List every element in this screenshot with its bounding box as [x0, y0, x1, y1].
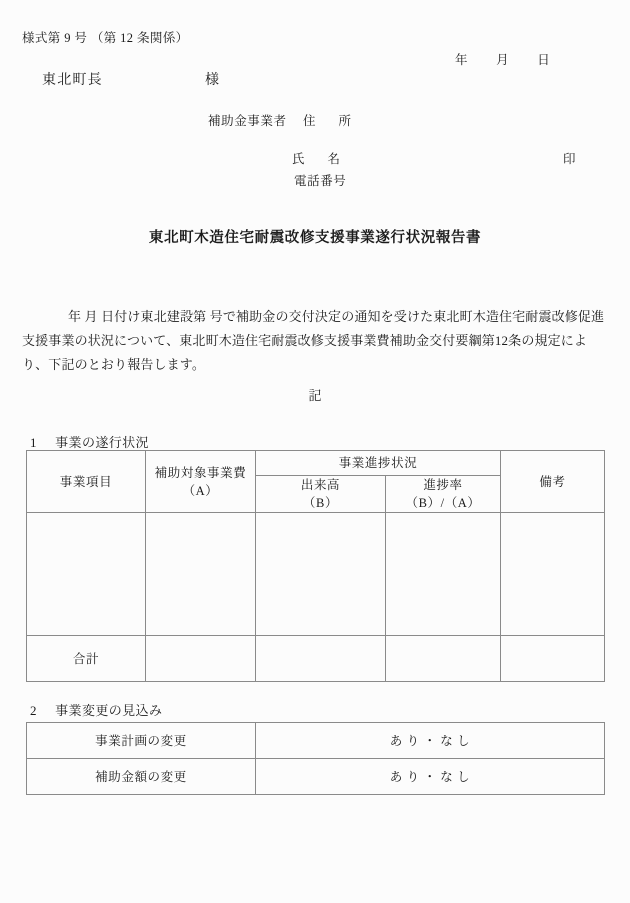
table-header-row-top: [27, 451, 605, 476]
seal-mark: 印: [563, 152, 576, 166]
applicant-block-label: 補助金事業者: [208, 114, 287, 128]
header-rate-line2: （B）/（A）: [405, 496, 481, 510]
header-progress-status: [256, 451, 501, 476]
section-1-label: 1 事業の遂行状況: [30, 435, 149, 450]
cell-subsidy-cost[interactable]: [146, 513, 256, 636]
change-plan-label: 事業計画の変更: [27, 723, 256, 759]
header-remarks: [501, 451, 605, 513]
date-line: 年 月 日: [455, 53, 551, 67]
header-subsidy-cost-line1: 補助対象事業費: [154, 465, 247, 480]
form-number: 様式第 9 号 （第 12 条関係）: [22, 31, 189, 45]
header-rate: [386, 476, 501, 513]
table-row: [27, 723, 605, 759]
header-completed: [256, 476, 386, 513]
header-progress-status-label: 事業進捗状況: [338, 456, 418, 470]
cell-rate[interactable]: [386, 513, 501, 636]
cell-item[interactable]: [27, 513, 146, 636]
applicant-address-label: 住 所: [303, 114, 352, 128]
change-amount-choice[interactable]: あ り ・ な し: [256, 759, 605, 795]
body-paragraph: 年 月 日付け東北建設第 号で補助金の交付決定の通知を受けた東北町木造住宅耐震改修促進支援事業の状況について、東北町木造住宅耐震改修支援事業費補助金交付要綱第12条の規定により、下記のとおり報告します。: [22, 309, 605, 372]
addressee-honorific: 様: [205, 73, 219, 88]
header-rate-line1: 進捗率: [423, 478, 463, 492]
applicant-name-label: 氏 名: [292, 152, 341, 166]
change-plan-choice[interactable]: あ り ・ な し: [256, 723, 605, 759]
total-label: 合計: [27, 636, 146, 682]
addressee-name: 東北町長: [42, 73, 103, 88]
header-completed-line2: （B）: [302, 496, 339, 510]
header-item: [27, 451, 146, 513]
header-item-label: 事業項目: [59, 474, 113, 489]
total-completed[interactable]: [256, 636, 386, 682]
total-rate[interactable]: [386, 636, 501, 682]
cell-remarks[interactable]: [501, 513, 605, 636]
header-completed-line1: 出来高: [300, 478, 341, 492]
section-2-label: 2 事業変更の見込み: [30, 703, 163, 718]
change-forecast-table: [26, 722, 605, 795]
table-row: [27, 759, 605, 795]
header-subsidy-cost-line2: （A）: [182, 483, 219, 498]
table-total-row: [27, 636, 605, 682]
change-amount-label: 補助金額の変更: [27, 759, 256, 795]
progress-status-table: [26, 450, 605, 682]
total-subsidy-cost[interactable]: [146, 636, 256, 682]
ki-mark: 記: [308, 388, 322, 403]
header-remarks-label: 備考: [539, 474, 566, 489]
cell-completed[interactable]: [256, 513, 386, 636]
document-title: 東北町木造住宅耐震改修支援事業遂行状況報告書: [148, 230, 482, 246]
table-row: [27, 513, 605, 636]
applicant-telephone-label: 電話番号: [294, 174, 347, 188]
total-remarks[interactable]: [501, 636, 605, 682]
header-subsidy-cost: [146, 451, 256, 513]
